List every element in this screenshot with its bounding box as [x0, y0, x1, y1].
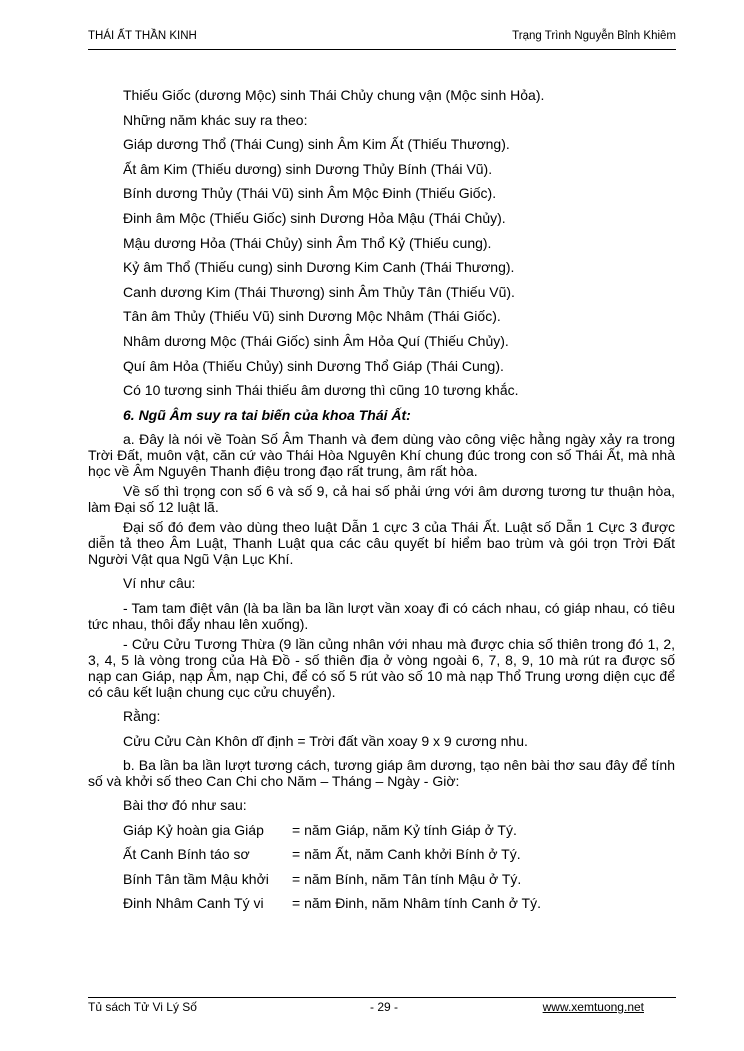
- poem-verse: Giáp Kỷ hoàn gia Giáp: [123, 821, 264, 838]
- poem-verse: Bính Tân tầm Mậu khởi: [123, 870, 269, 887]
- poem-row: [88, 867, 675, 892]
- footer-divider: [88, 997, 676, 998]
- paragraph-tam-tam: - Tam tam điệt vân (là ba lần ba lần lượt vần xoay đi có cách nhau, có giáp nhau, có tiêu tức nhau, thôi đẩy nhau lên xuống).: [88, 599, 675, 632]
- text-line: Bính dương Thủy (Thái Vũ) sinh Âm Mộc Đinh (Thiếu Giốc).: [123, 185, 497, 202]
- paragraph-cuu-cuu: - Cửu Cửu Tương Thừa (9 lần củng nhân với nhau mà được chia số thiên trong đó 1, 2, 3, 4, 5 là vòng trong của Hà Đồ - số thiên địa ở vòng ngoài 6, 7, 8, 9, 10 mà rút ra được số nạp can Giáp, nạp Âm, nạp Chi, để có số 5 rút vào số 10 mà nạp Thổ Trung ương diện cục để có câu kết luận chung cục cửu chuyển).: [88, 635, 675, 700]
- header-book-title: THÁI ẤT THẦN KINH: [88, 30, 197, 42]
- text-line: Những năm khác suy ra theo:: [123, 111, 308, 128]
- text-line: Kỷ âm Thổ (Thiếu cung) sinh Dương Kim Canh (Thái Thương).: [123, 259, 515, 276]
- poem-row: [88, 842, 675, 867]
- paragraph-a: a. Đây là nói về Toàn Số Âm Thanh và đem dùng vào công việc hằng ngày xảy ra trong Trời Đất, muôn vật, căn cứ vào Thái Hòa Nguyên Khí chung đúc trong con số Thái Ất, mà nhà học về Âm Nguyên Thanh điệu trong đạo rất trung, âm rất hòa.: [88, 431, 675, 480]
- paragraph-so: Về số thì trọng con số 6 và số 9, cả hai số phải ứng với âm dương tương tư thuận hòa, làm Đại số 12 luật lã.: [88, 483, 675, 516]
- text-line: Canh dương Kim (Thái Thương) sinh Âm Thủy Tân (Thiếu Vũ).: [123, 283, 515, 300]
- poem-explanation: = năm Đinh, năm Nhâm tính Canh ở Tý.: [292, 895, 541, 912]
- text-line-vi-nhu: Ví như câu:: [123, 575, 196, 592]
- section-heading: 6. Ngũ Âm suy ra tai biến của khoa Thái Ất:: [123, 406, 411, 423]
- page-footer: [88, 1000, 676, 1018]
- text-line: Có 10 tương sinh Thái thiếu âm dương thì cũng 10 tương khắc.: [123, 382, 519, 399]
- page-header: [88, 30, 676, 48]
- footer-series: Tủ sách Tử Vi Lý Số: [88, 1000, 197, 1014]
- text-line-bai-tho: Bài thơ đó như sau:: [123, 797, 247, 814]
- page-body: [88, 83, 675, 916]
- header-author: Trạng Trình Nguyễn Bỉnh Khiêm: [512, 30, 676, 42]
- text-line-rang: Rằng:: [123, 707, 161, 724]
- text-line: Quí âm Hỏa (Thiếu Chủy) sinh Dương Thổ Giáp (Thái Cung).: [123, 357, 504, 374]
- poem-row: [88, 818, 675, 843]
- paragraph-dai-so: Đại số đó đem vào dùng theo luật Dẫn 1 cực 3 của Thái Ất. Luật số Dẫn 1 Cực 3 được diễn tả theo Âm Luật, Thanh Luật qua các câu quyết bí hiểm bao trùm và gói trọn Trời Đất Người Vật qua Ngũ Vận Lục Khí.: [88, 519, 675, 568]
- text-line: Nhâm dương Mộc (Thái Giốc) sinh Âm Hỏa Quí (Thiếu Chủy).: [123, 332, 509, 349]
- poem-row: [88, 891, 675, 916]
- poem-verse: Ất Canh Bính táo sơ: [123, 846, 250, 863]
- text-line: Đinh âm Mộc (Thiếu Giốc) sinh Dương Hỏa Mậu (Thái Chủy).: [123, 209, 506, 226]
- poem-explanation: = năm Giáp, năm Kỷ tính Giáp ở Tý.: [292, 821, 517, 838]
- text-line: Mậu dương Hỏa (Thái Chủy) sinh Âm Thổ Kỷ (Thiếu cung).: [123, 234, 492, 251]
- poem-explanation: = năm Ất, năm Canh khởi Bính ở Tý.: [292, 846, 521, 863]
- text-line: Thiếu Giốc (dương Mộc) sinh Thái Chủy chung vận (Mộc sinh Hỏa).: [123, 87, 545, 103]
- poem-explanation: = năm Bính, năm Tân tính Mậu ở Tý.: [292, 870, 522, 887]
- header-divider: [88, 49, 676, 50]
- footer-website-link[interactable]: www.xemtuong.net: [542, 1000, 644, 1014]
- text-line: Tân âm Thủy (Thiếu Vũ) sinh Dương Mộc Nhâm (Thái Giốc).: [123, 308, 501, 325]
- poem-verse: Đinh Nhâm Canh Tý vi: [123, 895, 264, 912]
- text-line: Giáp dương Thổ (Thái Cung) sinh Âm Kim Ất (Thiếu Thương).: [123, 136, 510, 153]
- text-line-cuu-can: Cửu Cửu Càn Khôn dĩ định = Trời đất vần xoay 9 x 9 cương nhu.: [123, 732, 528, 749]
- text-line: Ất âm Kim (Thiếu dương) sinh Dương Thủy Bính (Thái Vũ).: [123, 160, 493, 177]
- paragraph-b: b. Ba lần ba lần lượt tương cách, tương giáp âm dương, tạo nên bài thơ sau đây để tính số và khởi số theo Can Chi cho Năm – Tháng – Ngày - Giờ:: [88, 757, 675, 790]
- page-number: - 29 -: [370, 1000, 399, 1014]
